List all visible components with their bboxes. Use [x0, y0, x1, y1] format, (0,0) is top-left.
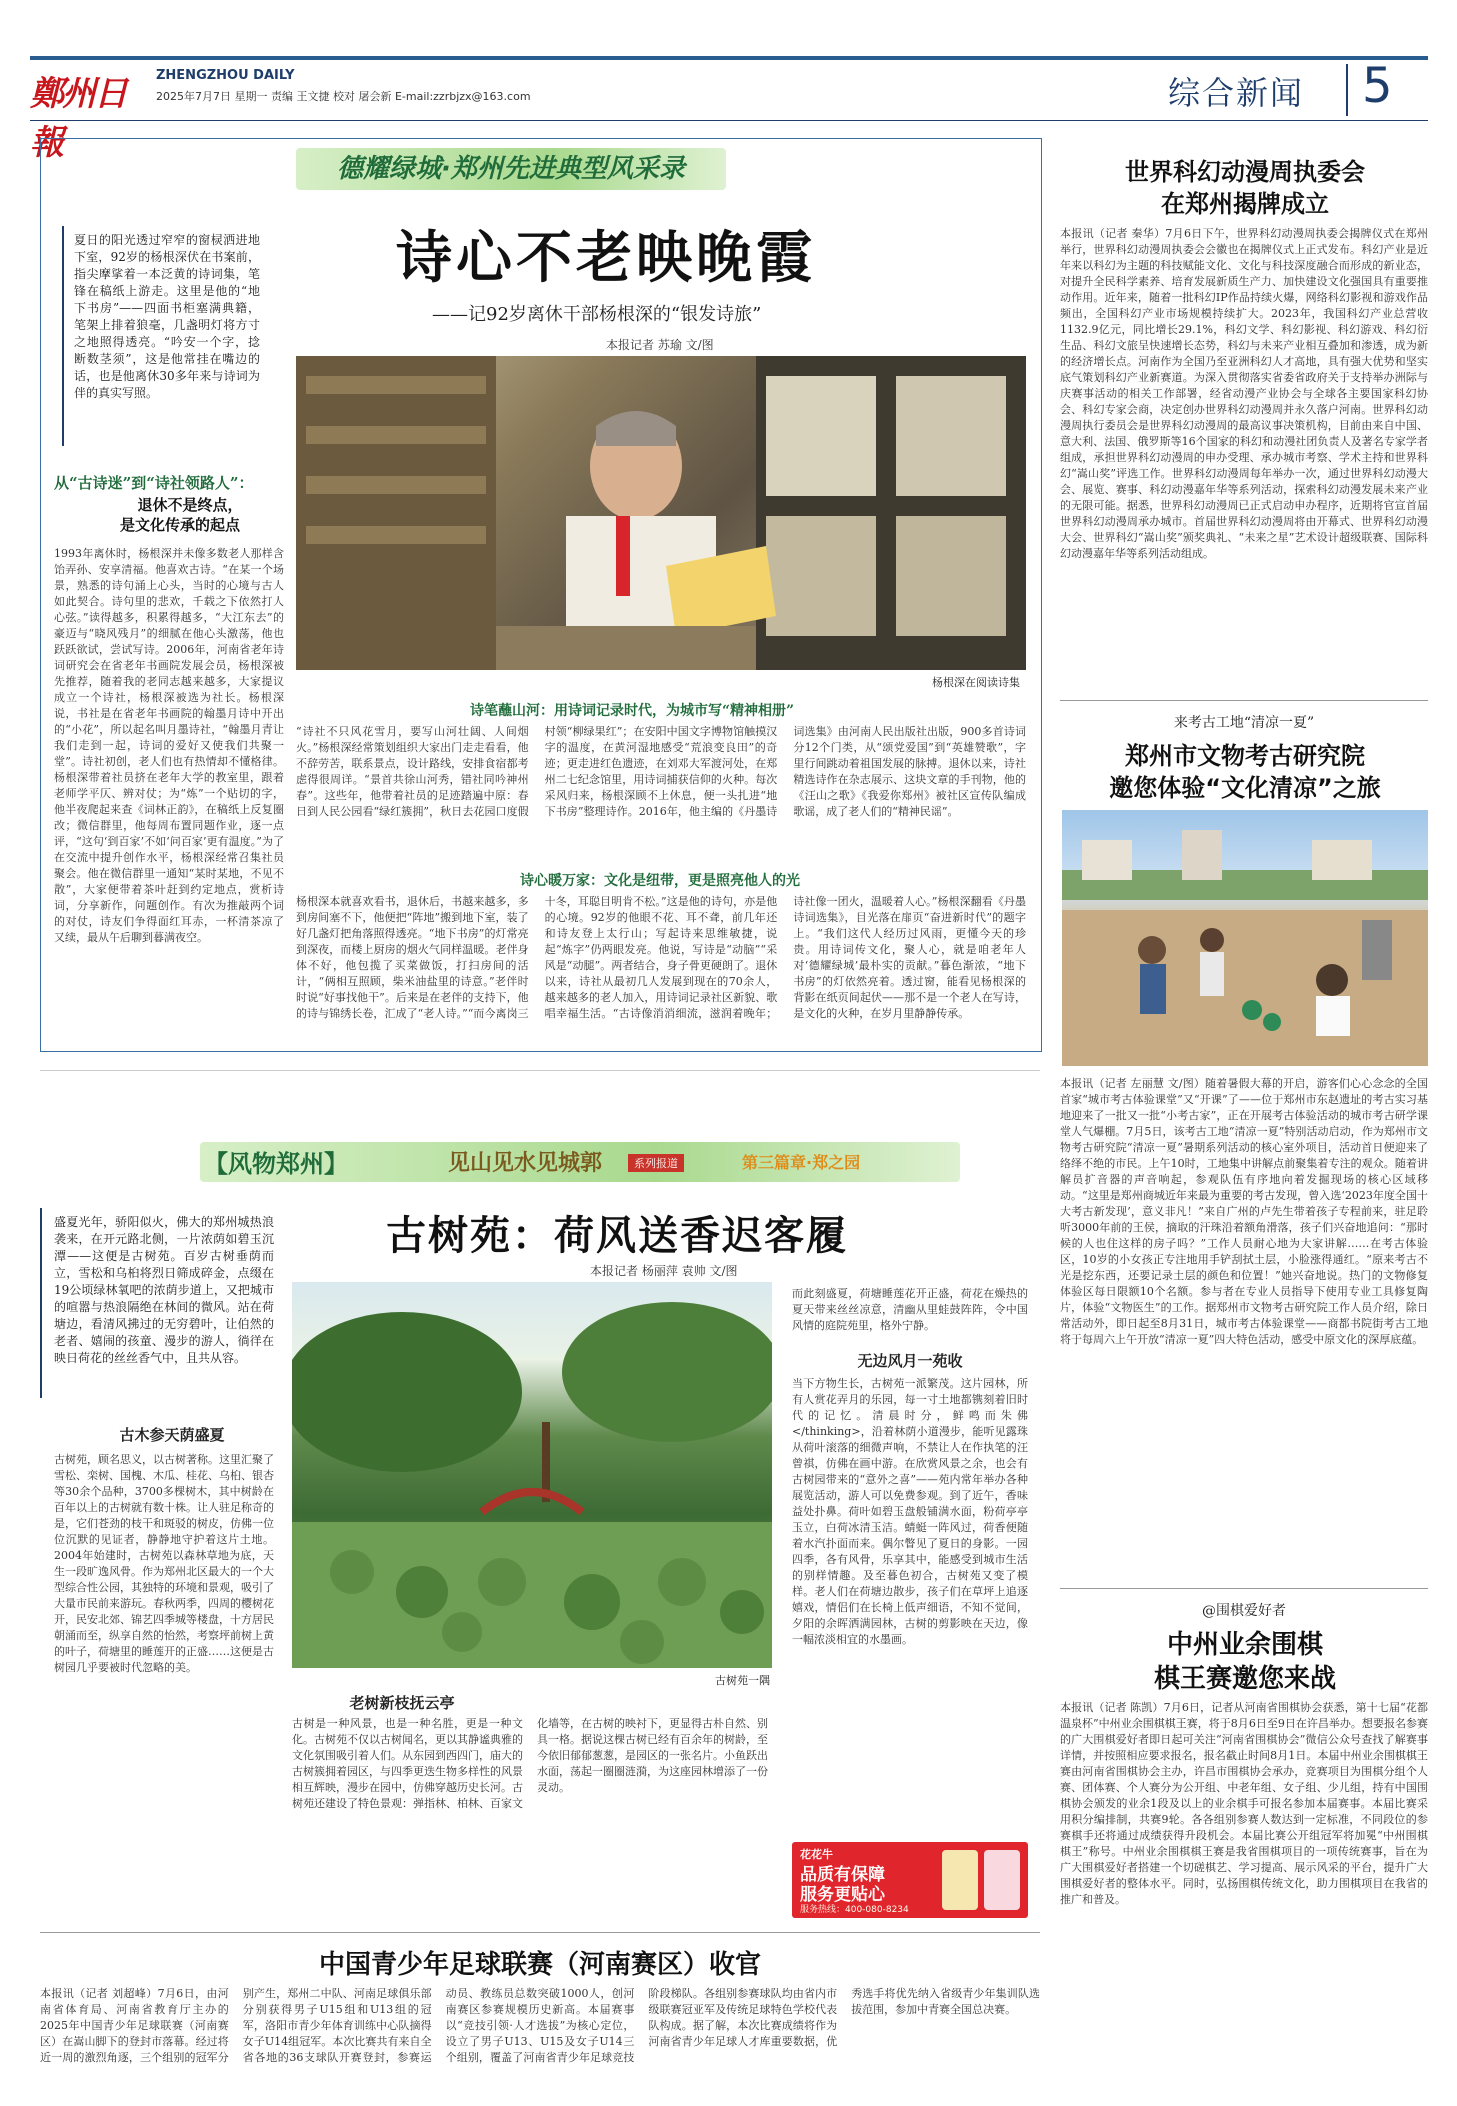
section-divider [1346, 64, 1348, 116]
poet-series-banner: 德耀绿城·郑州先进典型风采录 [296, 148, 726, 190]
tree-left-text: 古树苑，顾名思义，以古树著称。这里汇聚了雪松、栾树、国槐、木瓜、桂花、乌桕、银杏等30余个品种，3700多棵树木，其中树龄在百年以上的古树就有数十株。让人驻足称奇的是，它们苍劲的枝干和斑驳的树皮，仿佛一位位沉默的见证者，静静地守护着这片土地。2004年始建时，古树苑以森林草地为底，天生一段旷逸风骨。作为郑州北区最大的一个大型综合性公园，其独特的环境和景观，吸引了大量市民前来游玩。春秋两季，四周的樱树花开，民安北郊、锦艺四季城等楼盘，十方居民朝涌而至，纵享自然的怡然，考察坪前树上黄的叶子，荷塘里的睡莲开的正盛……这便是古树园几乎要被时代忽略的美。 [54, 1453, 274, 1674]
poet-mid-text-b: 杨根深本就喜欢看书，退休后，书越来越多，多到房间塞不下，他便把“阵地”搬到地下室，装了好几盏灯把角落照得透亮。“地下书房”的灯常亮到深夜，而楼上厨房的烟火气同样温暖。老伴身体不好，他包揽了买菜做饭，打扫房间的活计，“俩相互照顾，柴米油盐里的诗意。”老伴时时说“好事找他干”。后来是在老伴的支持下，他的诗与锦绣长卷，汇成了“老人诗。”“而今离岗三十冬，耳聪目明肯不松。”这是他的诗句，亦是他的心境。92岁的他眼不花、耳不聋，前几年还和诗友登上太行山；写起诗来思维敏捷，说起“炼字”仍两眼发亮。他说，写诗是“动脑”“采风是“动腿”。两者结合，身子骨更硬朗了。退休以来，诗社从最初几人发展到现在的70余人，越来越多的老人加入，用诗词记录社区新貌、歌唱幸福生活。“古诗像消消细流，滋润着晚年；诗社像一团火，温暖着人心。”杨根深翻看《丹墨诗词选集》，目光落在扉页“奋进新时代”的题字上。“我们这代人经历过风雨，更懂今天的珍贵。用诗词传文化，聚人心，就是咱老年人对‘德耀绿城’最朴实的贡献。”暮色渐浓，“地下书房”的灯依然亮着。透过窗，能看见杨根深的背影在纸页间起伏——那不是一个老人在写诗，是文化的火种，在岁月里静静传承。 [296, 895, 1026, 1020]
poet-photo-illustration [296, 356, 1026, 670]
poet-title: 诗心不老映晚霞 [396, 225, 816, 291]
archaeo-photo [1062, 810, 1428, 1066]
archaeo-photo-illustration [1062, 810, 1428, 1066]
ad-product-1 [942, 1850, 978, 1910]
top-rule [30, 56, 1428, 60]
poet-sub1-line1: 退休不是终点， [137, 496, 243, 514]
ad-brand: 花花牛 [800, 1848, 833, 1861]
poet-subtitle: ——记92岁离休干部杨根深的“银发诗旅” [432, 304, 762, 325]
ad-line2: 服务更贴心 [800, 1885, 885, 1905]
ad-box[interactable] [792, 1842, 1028, 1918]
tree-right-text-b: 当下方物生长，古树苑一派繁茂。这片园林，所有人赏花弄月的乐园，每一寸土地都镌刻着旧时代的记忆。清晨时分，鲜鸣而朱佛</thinking>，沿着林荫小道漫步，能听见露珠从荷叶滚落的细微声响，不禁让人在作执笔的汪曾祺，仿佛在画中游。在欣赏风景之余，也会有古树园带来的“意外之喜”——苑内常年举办各种展览活动，游人可以免费参观。到了近午，香味益处扑鼻。荷叶如碧玉盘般铺满水面，粉荷亭亭玉立，白荷冰清玉洁。蜻蜓一阵风过，荷香便随着水汽扑面而来。偶尔瞥见了夏日的身影。一园四季，各有风骨，乐享其中，能感受到城市生活的别样情趣。及至暮色初合，古树苑又变了模样。老人们在荷塘边散步，孩子们在草坪上追逐嬉戏，情侣们在长椅上低声细语，不知不觉间，夕阳的余晖洒满园林，古树的剪影映在天边，像一幅浓淡相宜的水墨画。 [792, 1377, 1028, 1646]
weiqi-text: 本报讯（记者 陈凯）7月6日，记者从河南省围棋协会获悉，第十七届“花都温泉杯”中州业余围棋棋王赛，将于8月6日至9日在许昌举办。想要报名参赛的广大围棋爱好者即日起可关注“河南省围棋协会”微信公众号查找了解赛事详情，并按照相应要求报名，报名截止时间8月1日。本届中州业余围棋棋王赛由河南省围棋协会主办，许昌市围棋协会承办，竞赛项目为围棋分组个人赛、团体赛、个人赛分为公开组、中老年组、女子组、少儿组，持有中国围棋协会颁发的业余1段及以上的业余棋手可报名参加本届赛事。本届比赛采用积分编排制，共赛9轮。各各组别参赛人数达到一定标准，不同段位的参赛棋手还将通过成绩获得升段机会。本届比赛公开组冠军将加冕“中州围棋棋王”称号。中州业余围棋棋王赛是我省围棋项目的一项传统赛事，旨在为广大围棋爱好者搭建一个切磋棋艺、学习提高、展示风采的平台，提升广大围棋爱好者的整体水平。同时，弘扬围棋传统文化，助力围棋项目在我省的推广和普及。 [1060, 1701, 1428, 1906]
poet-sub1-title: 从“古诗迷”到“诗社领路人”： [54, 474, 254, 492]
archaeo-divider [1060, 1588, 1428, 1589]
masthead-underline [30, 120, 1428, 121]
poet-sub3-title: 诗心暖万家：文化是纽带，更是照亮他人的光 [520, 873, 800, 889]
tree-top-rule [40, 1070, 1040, 1071]
poet-photo-caption: 杨根深在阅读诗集 [932, 676, 1020, 689]
football-top-rule [40, 1932, 1040, 1933]
comic-divider [1060, 700, 1428, 701]
tree-sub1: 古木参天荫盛夏 [119, 1426, 225, 1444]
weiqi-title-line1: 中州业余围棋 [1166, 1630, 1323, 1660]
poet-lead: 夏日的阳光透过窄窄的窗棂洒进地下室，92岁的杨根深伏在书案前，指尖摩挲着一本泛黄的诗词集，笔锋在稿纸上游走。这里是他的“地下书房”——四面书柜塞满典籍，笔架上排着狼毫，几盏明灯将方寸之地照得透亮。“吟安一个字，捻断数茎须”，这是他常挂在嘴边的话，也是他离休30多年来与诗词为伴的真实写照。 [74, 233, 260, 400]
tree-series-chapter: 第三篇章·郑之园 [742, 1153, 861, 1172]
football-text: 本报讯（记者 刘超峰）7月6日，由河南省体育局、河南省教育厅主办的2025年中国青少年足球联赛（河南赛区）在嵩山脚下的登封市落幕。经过将近一周的激烈角逐，三个组别的冠军分别产生，郑州二中队、河南足球俱乐部分别获得男子U15组和U13组的冠军，洛阳市青少年体育训练中心队摘得女子U14组冠军。本次比赛共有来自全省各地的36支球队开赛登封，参赛运动员、教练员总数突破1000人，创河南赛区参赛规模历史新高。本届赛事以“竞技引领·人才选拔”为核心定位，设立了男子U13、U15及女子U14三个组别，覆盖了河南省青少年足球竞技阶段梯队。各组别参赛球队均由省内市级联赛冠亚军及传统足球特色学校代表队构成。据了解，本次比赛成绩将作为河南省青少年足球人才库重要数据，优秀选手将优先纳入省级青少年集训队选拔范围，参加中青赛全国总决赛。 [40, 1987, 1040, 2064]
archaeo-text: 本报讯（记者 左丽慧 文/图）随着暑假大幕的开启，游客们心心念念的全国首家“城市考古体验课堂”又“开课”了——位于郑州市东赵遗址的考古实习基地迎来了一批又一批“小考古家”，正在开展考古体验活动的城市考古研学课堂人气爆棚。7月5日，该考古工地“清凉一夏”特别活动启动，作为郑州市文物考古研究院“清凉一夏”暑期系列活动的核心室外项目，活动首日便迎来了络绎不绝的市民。上午10时，工地集中讲解点前聚集着专注的观众。随着讲解员扩音器的声音响起，参观队伍有序地向着发掘现场的核心区域移动。“这里是郑州商城近年来最为重要的考古发现，曾入选‘2023年度全国十大考古新发现’，意义非凡！”来自广州的卢先生带着孩子专程前来，驻足聆听3000年前的王侯，摘取的汗珠沿着额角滑落，孩子们兴奋地追问：“那时候的人也住这样的房子吗？”工作人员耐心地为大家讲解……在考古体验区，10岁的小女孩正专注地用手铲刮拭土层，小脸涨得通红。“原来考古不光是挖东西，还要记录土层的颜色和位置！”她兴奋地说。热门的文物修复体验区每日限额10个名额。参与者在专业人员指导下使用专业工具修复陶片，体验“文物医生”的工作。据郑州市文物考古研究院工作人员介绍，除日常活动外，即日起至8月31日，城市考古体验课堂——商都书院街考古工地将于每周六上午开放“清凉一夏”四大特色活动，感受中原文化的深厚底蕴。 [1060, 1077, 1428, 1346]
tree-series-tag: 系列报道 [628, 1154, 684, 1172]
tree-photo [292, 1282, 772, 1668]
poet-sub1-line2: 是文化传承的起点 [119, 516, 240, 534]
masthead-english: ZHENGZHOU DAILY [156, 68, 295, 83]
newspaper-logo: 鄭州日報 [30, 74, 126, 163]
tree-right-text-a: 而此刻盛夏，荷塘睡莲花开正盛，荷花在燥热的夏天带来丝丝凉意，清幽从里蛙鼓阵阵，令中国风情的庭院苑里，格外宁静。 [792, 1287, 1028, 1332]
weiqi-title-line2: 棋王赛邀您来战 [1153, 1664, 1336, 1694]
tree-series-sub: 见山见水见城郭 [448, 1151, 603, 1176]
archaeo-title-line1: 郑州市文物考古研究院 [1125, 742, 1365, 770]
ad-hotline: 服务热线：400-080-8234 [800, 1905, 909, 1915]
tree-byline: 本报记者 杨丽萍 袁帅 文/图 [590, 1264, 738, 1278]
poet-sub2-title: 诗笔蘸山河：用诗词记录时代，为城市写“精神相册” [470, 703, 795, 719]
comic-title-line2: 在郑州揭牌成立 [1161, 190, 1329, 218]
tree-sub2: 老树新枝抚云亭 [349, 1694, 455, 1712]
tree-lead: 盛夏光年，骄阳似火，佛大的郑州城热浪袭来，在开元路北侧，一片浓荫如碧玉沉潭——这便是古树苑。百岁古树垂荫而立，雪松和乌桕将烈日筛成碎金，点缀在19公顷绿林氧吧的浓荫步道上，又把城市的喧嚣与热浪隔绝在林间的微风。站在荷塘边，看清风拂过的无穷碧叶，让伯然的老者、嬉闹的孩童、漫步的游人，徜徉在映日荷花的丝丝香气中，且共从容。 [54, 1215, 274, 1365]
weiqi-kicker: @围棋爱好者 [1202, 1603, 1286, 1619]
ad-line1: 品质有保障 [800, 1865, 885, 1885]
lead-bar [62, 226, 64, 446]
tree-photo-illustration [292, 1282, 772, 1668]
poet-byline: 本报记者 苏瑜 文/图 [606, 338, 714, 352]
page-number: 5 [1362, 58, 1393, 114]
tree-mid-text: 古树是一种风景，也是一种名胜，更是一种文化。古树苑不仅以古树闻名，更以其静谧典雅的文化氛围吸引着人们。从东园到西四门，庙大的古树簇拥着园区，与四季更迭生物多样性的风景相互辉映，漫步在园中，仿佛穿越历史长河。古树苑还建设了特色景观：弹指林、柏林、百家文化墙等，在古树的映衬下，更显得古朴自然、别具一格。据说这棵古树已经有百余年的树龄，至今依旧郁郁葱葱，是园区的一张名片。小鱼跃出水面，荡起一圈圈涟漪，为这座园林增添了一份灵动。 [292, 1717, 768, 1810]
tree-title: 古树苑：荷风送香迟客履 [386, 1212, 848, 1259]
section-name: 综合新闻 [1168, 74, 1305, 112]
ad-product-2 [984, 1850, 1020, 1910]
comic-text: 本报讯（记者 秦华）7月6日下午，世界科幻动漫周执委会揭牌仪式在郑州举行，世界科幻动漫周执委会会徽也在揭牌仪式上正式发布。科幻产业是近年来以科幻为主题的科技赋能文化、文化与科技深度融合而形成的新业态，对提升全民科学素养、培育发展新质生产力、加快建设文化强国具有重要推动作用。近年来，随着一批科幻IP作品持续火爆，网络科幻影视和游戏作品频出，全国科幻产业市场规模持续扩大。2023年，我国科幻产业总营收1132.9亿元，同比增长29.1%，科幻文学、科幻影视、科幻游戏、科幻衍生品、科幻文旅呈快速增长态势，科幻与未来产业相互叠加和渗透，成为新的经济增长点。河南作为全国乃至亚洲科幻人才高地，具有强大优势和坚实底气策划科幻产业新赛道。为深入贯彻落实省委省政府关于支持举办洲际与庆赛事活动的相关工作部署，经省动漫产业协会与全球各主要国家科幻协会、科幻专家会商，决定创办世界科幻动漫周并永久落户河南。世界科幻动漫周执行委员会是世界科幻动漫周的最高议事决策机构，目前由来自中国、意大利、法国、俄罗斯等16个国家的科幻和动漫社团负责人及著名专家学者组成，承担世界科幻动漫周的申办受理、承办城市考察、学术主持和世界科幻“嵩山奖”评选工作。世界科幻动漫周每年举办一次，通过世界科幻动漫大会、展览、赛事、科幻动漫嘉年华等系列活动，探索科幻动漫发展未来产业的无限可能。据悉，世界科幻动漫周已正式启动申办程序，近期将官宣首届世界科幻动漫周承办城市。首届世界科幻动漫周将由开幕式、世界科幻动漫大会、世界科幻“嵩山奖”颁奖典礼、“未来之星”艺术设计超级联赛、国际科幻动漫嘉年华等系列活动组成。 [1060, 227, 1428, 560]
poet-col1-text: 1993年离休时，杨根深并未像多数老人那样含饴弄孙、安享清福。他喜欢古诗。“在某一个场景，熟悉的诗句涌上心头，当时的心境与古人如此契合。诗句里的悲欢，千载之下依然打人心弦。”读得越多，积累得越多，“大江东去”的豪迈与“晓风残月”的细腻在他心头激荡，他也跃跃欲试，尝试写诗。2006年，河南省老年诗词研究会在省老年书画院发展会员，杨根深被先推荐，随着我的老同志越来越多，大家提议成立一个诗社，杨根深被选为社长。杨根深说，书社是在省老年书画院的翰墨月诗中开出的“小花”，所以起名叫月墨诗社，“翰墨月青让我们走到一起，诗词的爱好又使我们共聚一堂”。诗社初创，老人们也有热情却不懂格律。杨根深带着社员挤在老年大学的教室里，跟着老师学平仄、辨对仗；为“炼”一个贴切的字，他半夜爬起来查《词林正韵》，在稿纸上反复圈改；微信群里，他每周布置同题作业，逐一点评，“这句‘到百家’不如‘问百家’更有温度。”为了在交流中提升创作水平，杨根深经常召集社员聚会。他在微信群里一通知“某时某地，不见不散”，大家便带着茶叶赶到约定地点，赏析诗词，分享新作，问题创作。有次为推敲两个词的对仗，诗友们争得面红耳赤，一杯清茶凉了又续，最从午后聊到暮满夜空。 [54, 547, 284, 944]
tree-sub3: 无边风月一苑收 [857, 1352, 963, 1370]
poet-photo [296, 356, 1026, 670]
masthead-info: 2025年7月7日 星期一 责编 王文捷 校对 屠会新 E-mail:zzrbjzx@163.com [156, 90, 531, 103]
football-title: 中国青少年足球联赛（河南赛区）收官 [318, 1950, 761, 1980]
tree-photo-caption: 古树苑一隅 [715, 1674, 770, 1687]
archaeo-title-line2: 邀您体验“文化清凉”之旅 [1109, 774, 1381, 802]
tree-lead-bar [40, 1208, 42, 1398]
comic-title-line1: 世界科幻动漫周执委会 [1125, 158, 1365, 186]
archaeo-kicker: 来考古工地“清凉一夏” [1173, 715, 1315, 731]
tree-series-banner: 【风物郑州】 [204, 1150, 348, 1178]
poet-mid-text-a: “诗社不只风花雪月，要写山河壮阔、人间烟火。”杨根深经常策划组织大家出门走走看看，他不辞劳苦，联系景点，设计路线，安排食宿都考虑得很周详。“景首共徐山河秀，错社同吟神州春”。这些年，他带着社员的足迹踏遍中原：春日到人民公园看“绿红簇拥”，秋日去花园口度假村领“柳绿果红”；在安阳中国文字博物馆触摸汉字的温度，在黄河湿地感受“荒浪变良田”的奇迹；更走进红色遗迹，在刘邓大军渡河处，在郑州二七纪念馆里，用诗词捕获信仰的火种。每次采风归来，杨根深顾不上休息，便一头扎进“地下书房”整理诗作。2016年，他主编的《丹墨诗词选集》由河南人民出版社出版，900多首诗词分12个门类，从“颂党爱国”到“英雄赞歌”，字里行间跳动着祖国发展的脉搏。退休以来，诗社精选诗作在杂志展示、这块文章的手刊物，他的《汪山之歌》《我爱你郑州》被社区宣传队编成歌谣，成了老人们的“精神民谣”。 [296, 725, 1026, 818]
